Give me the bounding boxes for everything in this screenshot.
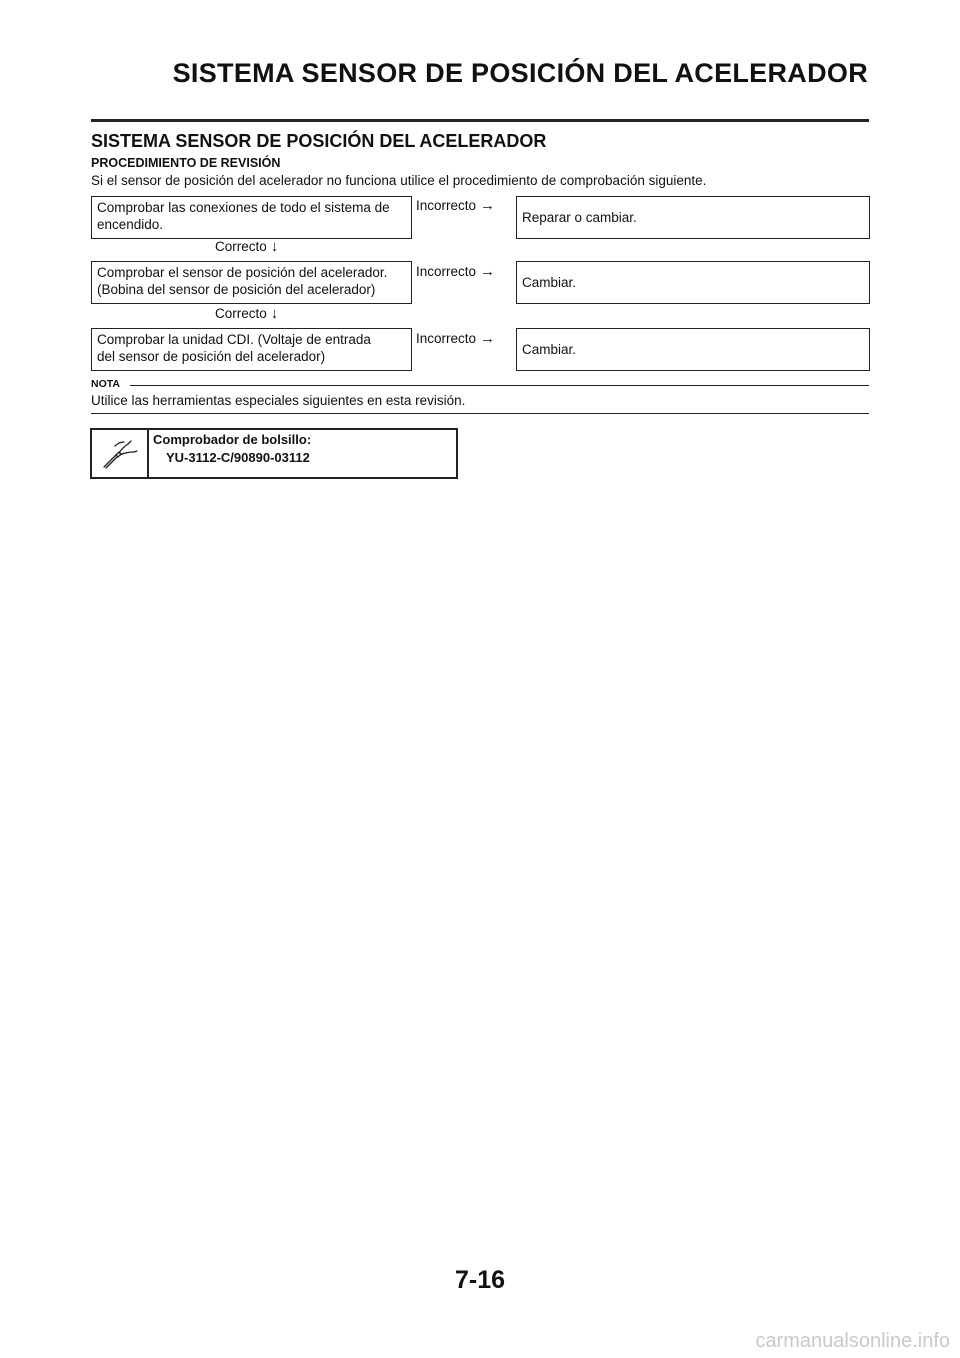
intro-text: Si el sensor de posición del acelerador no funciona utilice el procedimiento de comprobación siguiente. [91, 173, 707, 188]
nota-text: Utilice las herramientas especiales siguientes en esta revisión. [91, 393, 466, 408]
incorrect-text: Incorrecto [416, 264, 477, 279]
check-1-line2: encendido. [97, 217, 164, 232]
right-arrow-icon: → [480, 263, 496, 280]
check-2-line1: Comprobar el sensor de posición del acelerador. [97, 265, 388, 280]
correct-text: Correcto [215, 306, 267, 321]
correct-label-2 [215, 305, 278, 322]
down-arrow-icon: ↓ [270, 238, 279, 255]
incorrect-label-3 [416, 330, 495, 347]
check-box-2 [91, 261, 412, 304]
result-box-3: Cambiar. [516, 328, 870, 371]
check-3-line1: Comprobar la unidad CDI. (Voltaje de entrada [97, 332, 371, 347]
check-box-1 [91, 196, 412, 239]
incorrect-label-2 [416, 263, 495, 280]
pocket-tester-icon [101, 438, 139, 470]
tool-icon-cell [92, 430, 149, 477]
incorrect-text: Incorrecto [416, 331, 477, 346]
subsection-title: PROCEDIMIENTO DE REVISIÓN [91, 156, 281, 170]
correct-text: Correcto [215, 239, 267, 254]
result-box-1: Reparar o cambiar. [516, 196, 870, 239]
header-rule [91, 119, 869, 122]
right-arrow-icon: → [480, 330, 496, 347]
down-arrow-icon: ↓ [270, 305, 279, 322]
page-number: 7-16 [454, 1266, 506, 1294]
right-arrow-icon: → [480, 197, 496, 214]
nota-divider [130, 385, 869, 386]
result-box-2: Cambiar. [516, 261, 870, 304]
page-title: SISTEMA SENSOR DE POSICIÓN DEL ACELERADOR [172, 58, 868, 88]
tool-part-number: YU-3112-C/90890-03112 [166, 450, 310, 465]
check-box-3 [91, 328, 412, 371]
check-2-line2: (Bobina del sensor de posición del acelerador) [97, 282, 376, 297]
watermark: carmanualsonline.info [755, 1330, 950, 1352]
nota-bottom-divider [91, 413, 869, 414]
check-1-line1: Comprobar las conexiones de todo el sistema de [97, 200, 390, 215]
incorrect-label-1 [416, 197, 495, 214]
incorrect-text: Incorrecto [416, 198, 477, 213]
section-title: SISTEMA SENSOR DE POSICIÓN DEL ACELERADOR [91, 131, 547, 151]
check-3-line2: del sensor de posición del acelerador) [97, 349, 326, 364]
tool-name: Comprobador de bolsillo: [153, 432, 312, 447]
correct-label-1 [215, 238, 278, 255]
special-tool-box [90, 428, 458, 479]
nota-label: NOTA [91, 378, 120, 390]
